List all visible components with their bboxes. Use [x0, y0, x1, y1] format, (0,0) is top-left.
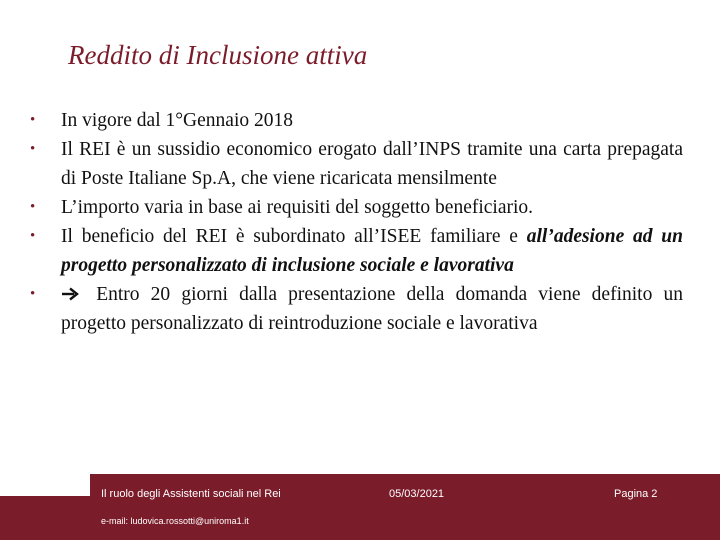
bullet-list — [30, 106, 683, 338]
bullet-text-4-prefix: Il beneficio del REI è subordinato all’ISEE familiare e — [61, 226, 518, 247]
footer-date: 05/03/2021 — [389, 488, 445, 500]
bullet-item-5 — [30, 280, 683, 338]
bullet-text-4-emphasis: all’adesione ad un progetto personalizzato di inclusione sociale e lavorativa — [61, 226, 684, 276]
bullet-dot: • — [30, 112, 36, 128]
footer-white-block — [0, 474, 90, 496]
bullet-text-1: In vigore dal 1°Gennaio 2018 — [61, 110, 293, 131]
slide-title: Reddito di Inclusione attiva — [68, 40, 368, 70]
right-arrow-icon — [61, 287, 79, 301]
bullet-item-3 — [30, 193, 683, 222]
footer-email: e-mail: ludovica.rossotti@uniroma1.it — [101, 516, 249, 526]
bullet-text-3: L’importo varia in base ai requisiti del soggetto beneficiario. — [61, 197, 534, 218]
footer-page-number: Pagina 2 — [614, 488, 658, 500]
bullet-dot: • — [30, 228, 36, 244]
bullet-dot: • — [30, 199, 36, 215]
bullet-text-5: Entro 20 giorni dalla presentazione della domanda viene definito un progetto personalizzato di reintroduzione sociale e lavorativa — [61, 284, 684, 334]
footer-course-title: Il ruolo degli Assistenti sociali nel Rei — [101, 488, 281, 500]
bullet-dot: • — [30, 141, 36, 157]
bullet-dot: • — [30, 286, 36, 302]
bullet-item-4 — [30, 222, 683, 280]
bullet-text-2: Il REI è un sussidio economico erogato dall’INPS tramite una carta prepagata di Poste Italiane Sp.A, che viene ricaricata mensilmente — [61, 139, 683, 189]
footer-bar — [0, 474, 720, 540]
bullet-item-2 — [30, 135, 683, 193]
bullet-item-1 — [30, 106, 683, 135]
